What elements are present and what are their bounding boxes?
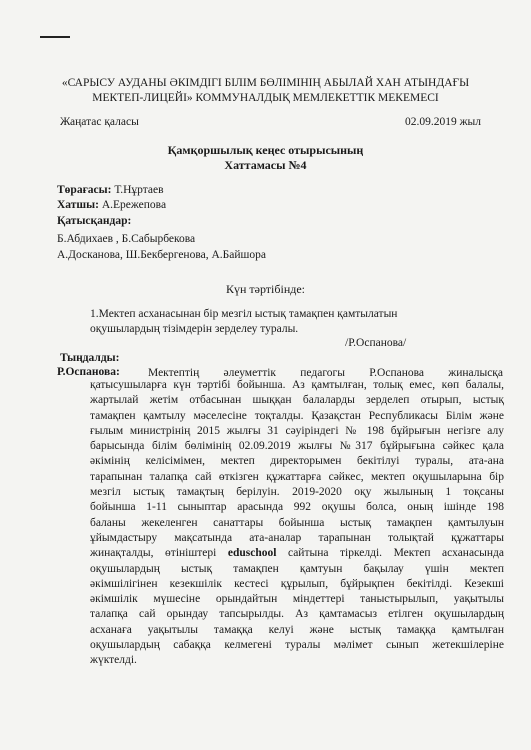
- minutes-line: Мектептің әлеуметтік педагогы Р.Оспанова жиналысқа: [148, 367, 503, 379]
- chair-label: Төрағасы:: [57, 184, 112, 196]
- secretary-value: А.Ережепова: [98, 199, 167, 211]
- minutes-line: бойынша 1-11 сыныптар арасында 992 оқушы болса, оның ішінде 198: [90, 501, 504, 514]
- secretary-label: Хатшы:: [57, 199, 99, 211]
- speaker-name: Р.Оспанова:: [57, 366, 120, 378]
- attendees-label: Қатысқандар:: [57, 215, 132, 227]
- eduschool-site: eduschool: [227, 547, 277, 560]
- chair-value: Т.Нұртаев: [111, 184, 164, 196]
- agenda-responsible: /Р.Оспанова/: [345, 337, 407, 349]
- minutes-line: жүктелді.: [90, 654, 137, 667]
- agenda-title: Күн тәртібінде:: [225, 282, 306, 296]
- minutes-line: тамақпен қамтылу мәселесіне тоқталды. Қазақстан Республикасы Білім және: [90, 409, 504, 422]
- minutes-line: оқушылардың сабаққа келмегені туралы мәлімет сынып жетекшілеріне: [90, 639, 504, 652]
- attendees-line-2: А.Досканова, Ш.Бекбергенова, А.Байшора: [57, 249, 266, 261]
- minutes-line-eduschool: жинақталды, өтініштері eduschool сайтына тіркелді. Мектеп асханасында: [90, 547, 504, 560]
- minutes-line: асханаға уақытылы тамаққа келуі және ыстық тамаққа қамтылған: [90, 623, 504, 636]
- minutes-body: [90, 378, 504, 669]
- org-line-1: «САРЫСУ АУДАНЫ ӘКІМДІГІ БІЛІМ БӨЛІМІНІҢ АБЫЛАЙ ХАН АТЫНДАҒЫ: [61, 77, 470, 89]
- listened-label: Тыңдалды:: [60, 352, 120, 364]
- scan-mark: [40, 36, 70, 38]
- agenda-item: [90, 307, 490, 336]
- organization-header: [60, 76, 471, 106]
- org-line-2: МЕКТЕП-ЛИЦЕЙІ» КОММУНАЛДЫҚ МЕМЛЕКЕТТІК МЕКЕМЕСІ: [92, 92, 439, 104]
- secretary-line: [57, 198, 166, 213]
- attendees-line-1: Б.Абдихаев , Б.Сабырбекова: [57, 233, 196, 245]
- document-title: Қамқоршылық кеңес отырысының: [167, 143, 364, 157]
- minutes-line: мезгіл ыстық тамақтың берілуін. 2019-2020 оқу жылының 1 тоқсаны: [90, 486, 504, 499]
- agenda-item-line-1: 1.Мектеп асханасынан бір мезгіл ыстық тамақпен қамтылатын: [90, 308, 398, 320]
- minutes-line: барысында білім бөлімінің 02.09.2019 жылғы №317 бұйрығына сәйкес қала: [90, 440, 504, 453]
- minutes-line: әкімшілігінен кезекшілік кестесі құрылып, бұйрықпен бекітілді. Кезекші: [90, 577, 504, 590]
- minutes-line: ғылым министрінің 2015 жылғы 31 сәуіріндегі № 198 бұйрығын негізге алу: [90, 424, 504, 437]
- city: Жаңатас қаласы: [60, 116, 139, 128]
- minutes-line: тарапынан талапқа сай өткізген құжаттарға сәйкес, мектеп оқушыларына бір: [90, 470, 504, 483]
- chair-line: [57, 183, 164, 198]
- minutes-line: оқушылардың ыстық тамақпен қамтуын бақылау үшін мектеп: [90, 562, 504, 575]
- minutes-line: ұйымдастыру мақсатында ата-аналар тарапынан толықтай құжаттары: [90, 531, 504, 544]
- minutes-line: қатысушыларға күн тәртібі бойынша. Аз қамтылған, толық емес, көп балалы,: [90, 379, 504, 391]
- minutes-line: жартылай жетім отбасынан шыққан балаларды зерделеп отырып, ыстық: [90, 394, 504, 407]
- minutes-line: талапқа сай орындау тапсырылды. Аз қамтамасыз етілген оқушылардың: [90, 608, 504, 621]
- agenda-item-line-2: оқушылардың тізімдерін зерделеу туралы.: [90, 322, 299, 335]
- date: 02.09.2019 жыл: [404, 116, 481, 128]
- minutes-line: әкімінің келісімімен, мектеп директорымен бекітілуі туралы, ата-ана: [90, 455, 504, 468]
- minutes-line: әкімшілік мүшесіне орындайтын міндеттері таныстырылып, уақытылы: [90, 593, 504, 606]
- minutes-line: баланы жекеленген санаттары бойынша ыстық тамақпен қамтылуын: [90, 516, 504, 529]
- document-number: Хаттамасы №4: [224, 158, 307, 172]
